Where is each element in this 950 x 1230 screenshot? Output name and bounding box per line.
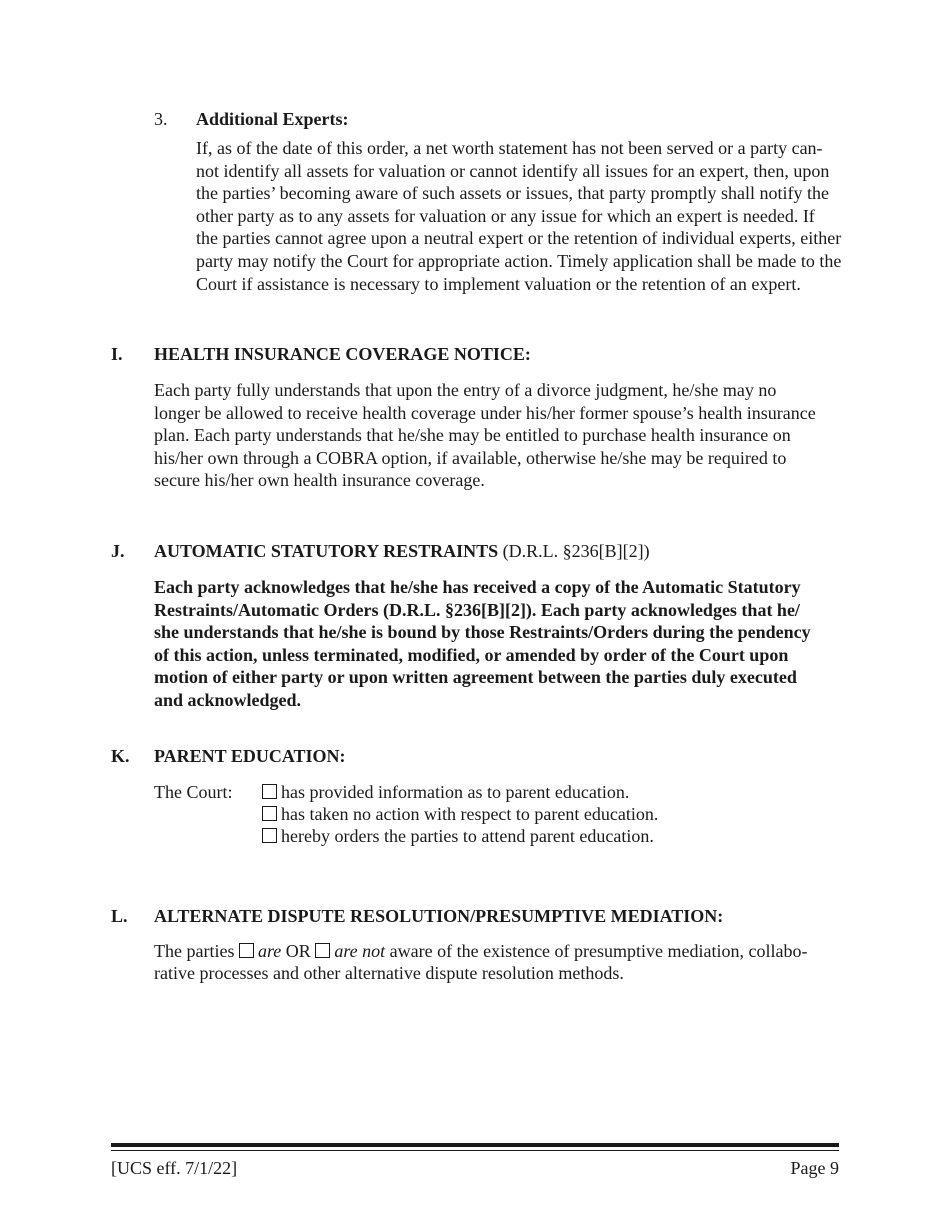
section-body-j: Each party acknowledges that he/she has received a copy of the Automatic Statutory Restraints/Automatic Orders (D.R.L. §236[B][2]). Each party acknowledges that he/ she understands that he/she is bound by those Restraints/Orders during the pendency of this action, unless terminated, modified, or amended by order of the Court upon motion of either party or upon written agreement between the parties duly executed and acknowledged. [154, 577, 811, 710]
mediation-line-2: rative processes and other alternative dispute resolution methods. [154, 963, 624, 983]
mediation-rest: aware of the existence of presumptive mediation, collabo- [385, 941, 808, 961]
option-are: are [257, 941, 282, 961]
option-label: has provided information as to parent education. [281, 782, 630, 802]
section-title-l: ALTERNATE DISPUTE RESOLUTION/PRESUMPTIVE MEDIATION: [154, 906, 724, 926]
section-heading-j [154, 540, 650, 563]
parent-education-option [262, 781, 629, 804]
option-label: has taken no action with respect to parent education. [281, 804, 659, 824]
parent-education-option [262, 803, 658, 826]
section-title-j: AUTOMATIC STATUTORY RESTRAINTS [154, 541, 499, 561]
footer-rule-thin [111, 1150, 839, 1151]
subsection-body: If, as of the date of this order, a net worth statement has not been served or a party can- not identify all assets for valuation or cannot identify all issues for an expert, then, upon the parties’ becoming aware of such assets or issues, that party promptly shall notify the other party as to any assets for valuation or any issue for which an expert is needed. If the parties cannot agree upon a neutral expert or the retention of individual experts, either party may notify the Court for appropriate action. Timely application shall be made to the Court if assistance is necessary to implement valuation or the retention of an expert. [196, 138, 842, 294]
option-are-not: are not [334, 941, 386, 961]
section-letter-j: J. [111, 541, 125, 561]
section-letter-k: K. [111, 746, 130, 766]
mediation-line-1 [154, 940, 807, 963]
section-title-k: PARENT EDUCATION: [154, 746, 346, 766]
section-citation-j: (D.R.L. §236[B][2]) [498, 541, 650, 561]
footer-form-version: [UCS eff. 7/1/22] [111, 1158, 238, 1178]
section-title-i: HEALTH INSURANCE COVERAGE NOTICE: [154, 344, 531, 364]
footer-page-number: Page 9 [790, 1158, 839, 1178]
option-label: hereby orders the parties to attend parent education. [281, 826, 654, 846]
section-body-i: Each party fully understands that upon the entry of a divorce judgment, he/she may no longer be allowed to receive health coverage under his/her former spouse’s health insurance plan. Each party understands that he/she may be entitled to purchase health insurance on his/her own through a COBRA option, if available, otherwise he/she may be required to secure his/her own health insurance coverage. [154, 380, 816, 491]
checkbox-are[interactable] [239, 943, 254, 958]
checkbox[interactable] [262, 784, 277, 799]
section-letter-i: I. [111, 344, 123, 364]
checkbox-are-not[interactable] [315, 943, 330, 958]
mediation-lead: The parties [154, 941, 239, 961]
parent-education-option [262, 825, 654, 848]
checkbox[interactable] [262, 828, 277, 843]
section-letter-l: L. [111, 906, 128, 926]
court-label: The Court: [154, 782, 233, 802]
subsection-title: Additional Experts: [196, 109, 349, 129]
or-text: OR [281, 941, 316, 961]
footer-rule-thick [111, 1143, 839, 1147]
subsection-number: 3. [154, 109, 168, 129]
checkbox[interactable] [262, 806, 277, 821]
